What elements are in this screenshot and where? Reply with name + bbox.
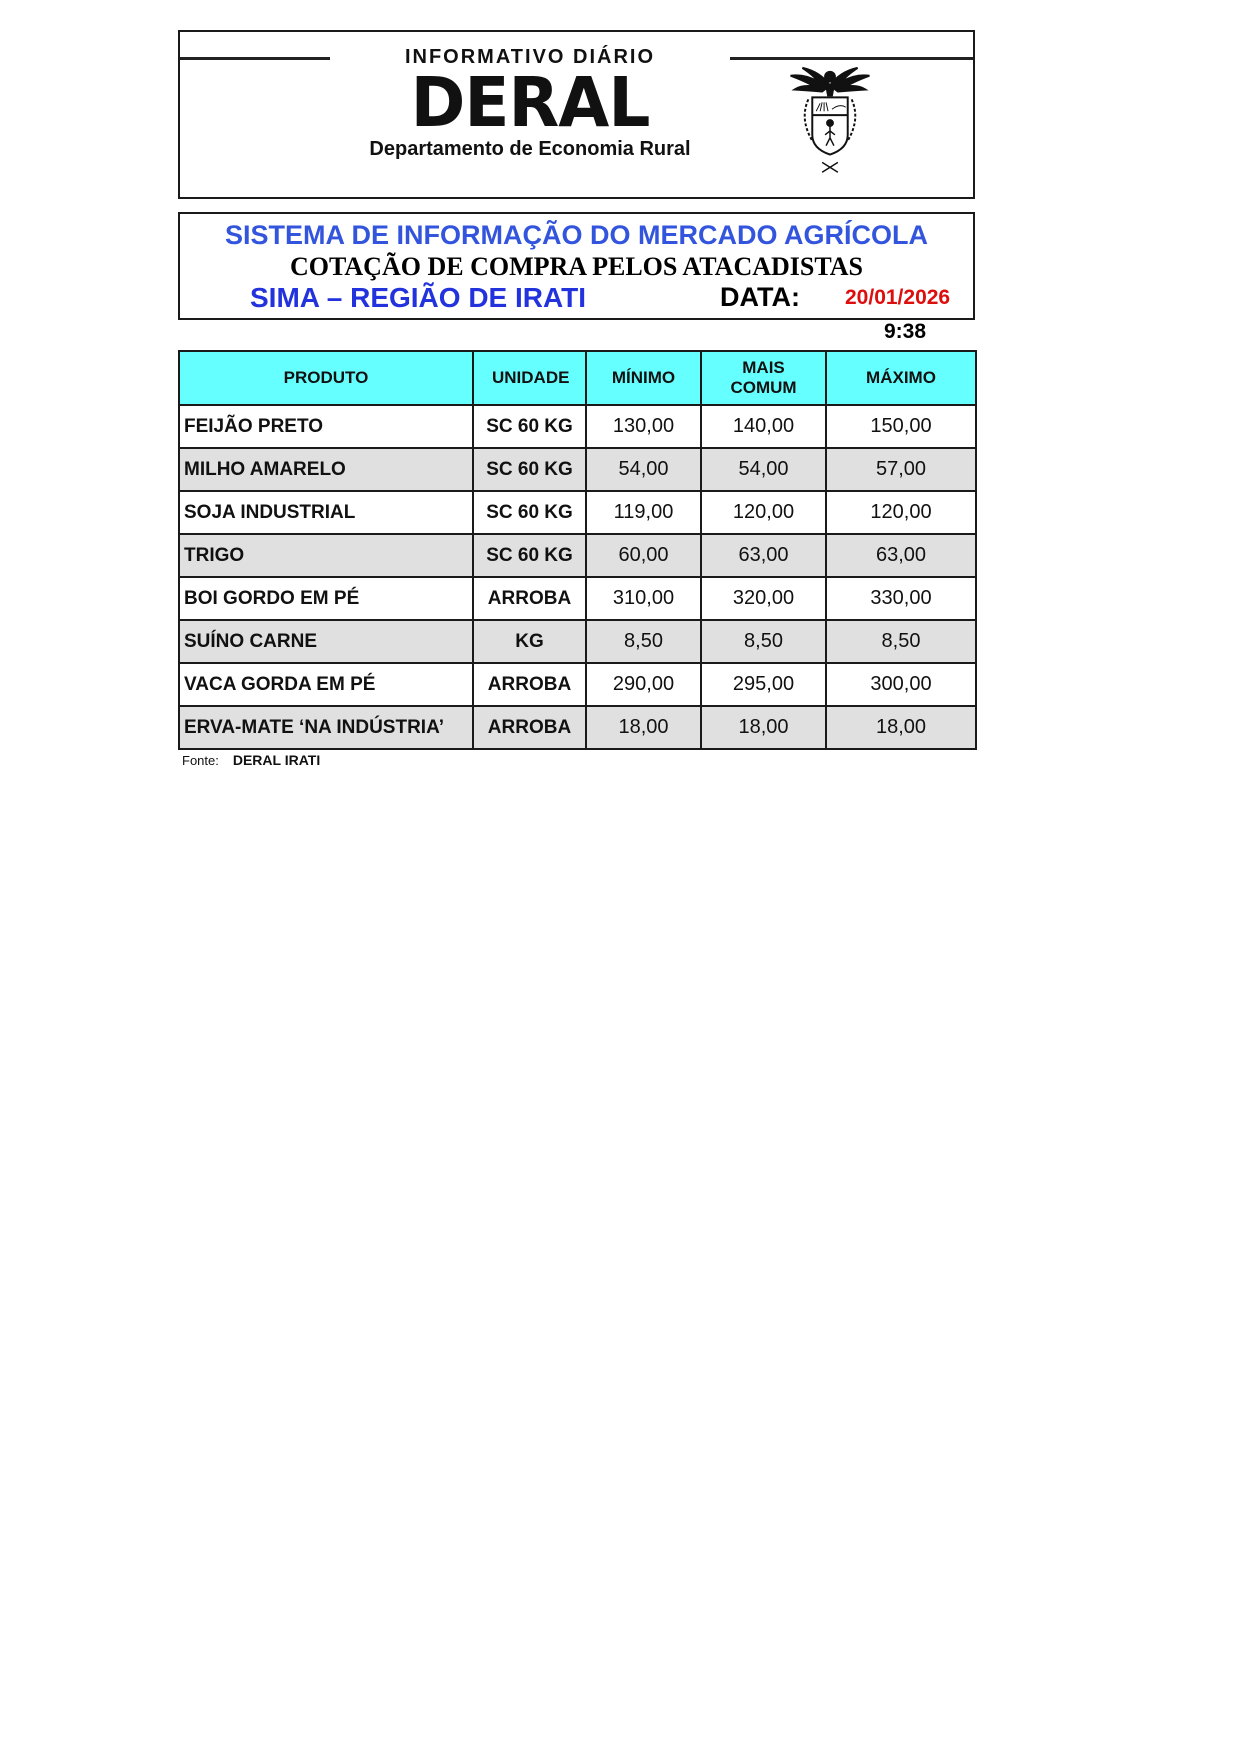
col-header-maximo: MÁXIMO bbox=[826, 351, 976, 405]
min-price-cell: 310,00 bbox=[586, 577, 701, 620]
common-price-cell: 18,00 bbox=[701, 706, 826, 749]
logo-tagline: INFORMATIVO DIÁRIO bbox=[404, 46, 656, 68]
unit-cell: SC 60 KG bbox=[473, 448, 586, 491]
max-price-cell: 120,00 bbox=[826, 491, 976, 534]
unit-cell: ARROBA bbox=[473, 706, 586, 749]
table-row bbox=[179, 448, 976, 491]
min-price-cell: 18,00 bbox=[586, 706, 701, 749]
common-price-cell: 295,00 bbox=[701, 663, 826, 706]
common-price-cell: 54,00 bbox=[701, 448, 826, 491]
product-cell: VACA GORDA EM PÉ bbox=[179, 663, 473, 706]
source-line bbox=[182, 752, 320, 768]
source-value: DERAL IRATI bbox=[232, 752, 321, 768]
logo-wordmark: DERAL bbox=[410, 62, 650, 143]
product-cell: FEIJÃO PRETO bbox=[179, 405, 473, 448]
product-cell: SOJA INDUSTRIAL bbox=[179, 491, 473, 534]
unit-cell: SC 60 KG bbox=[473, 405, 586, 448]
unit-cell: ARROBA bbox=[473, 577, 586, 620]
col-header-produto: PRODUTO bbox=[179, 351, 473, 405]
date-label: DATA: bbox=[720, 282, 800, 312]
max-price-cell: 63,00 bbox=[826, 534, 976, 577]
masthead-box bbox=[178, 30, 975, 199]
system-title: SISTEMA DE INFORMAÇÃO DO MERCADO AGRÍCOLA bbox=[225, 220, 928, 250]
source-label: Fonte: bbox=[182, 753, 219, 768]
max-price-cell: 150,00 bbox=[826, 405, 976, 448]
max-price-cell: 300,00 bbox=[826, 663, 976, 706]
min-price-cell: 54,00 bbox=[586, 448, 701, 491]
min-price-cell: 60,00 bbox=[586, 534, 701, 577]
min-price-cell: 130,00 bbox=[586, 405, 701, 448]
report-time: 9:38 bbox=[883, 320, 926, 343]
report-subtitle: COTAÇÃO DE COMPRA PELOS ATACADISTAS bbox=[289, 252, 864, 281]
min-price-cell: 8,50 bbox=[586, 620, 701, 663]
region-title: SIMA – REGIÃO DE IRATI bbox=[250, 282, 587, 313]
common-price-cell: 63,00 bbox=[701, 534, 826, 577]
max-price-cell: 18,00 bbox=[826, 706, 976, 749]
parana-coat-of-arms-icon bbox=[780, 60, 880, 188]
unit-cell: ARROBA bbox=[473, 663, 586, 706]
date-value: 20/01/2026 bbox=[845, 286, 951, 309]
common-price-cell: 120,00 bbox=[701, 491, 826, 534]
table-row bbox=[179, 620, 976, 663]
unit-cell: SC 60 KG bbox=[473, 491, 586, 534]
product-cell: SUÍNO CARNE bbox=[179, 620, 473, 663]
col-header-minimo: MÍNIMO bbox=[586, 351, 701, 405]
price-table bbox=[178, 350, 977, 750]
min-price-cell: 119,00 bbox=[586, 491, 701, 534]
common-price-cell: 140,00 bbox=[701, 405, 826, 448]
common-price-cell: 8,50 bbox=[701, 620, 826, 663]
table-row bbox=[179, 706, 976, 749]
max-price-cell: 8,50 bbox=[826, 620, 976, 663]
common-price-cell: 320,00 bbox=[701, 577, 826, 620]
product-cell: ERVA-MATE ‘NA INDÚSTRIA’ bbox=[179, 706, 473, 749]
col-header-mais-comum: MAIS COMUM bbox=[701, 351, 826, 405]
deral-logo bbox=[330, 46, 730, 160]
table-header-row bbox=[179, 351, 976, 405]
unit-cell: KG bbox=[473, 620, 586, 663]
unit-cell: SC 60 KG bbox=[473, 534, 586, 577]
table-row bbox=[179, 577, 976, 620]
max-price-cell: 57,00 bbox=[826, 448, 976, 491]
max-price-cell: 330,00 bbox=[826, 577, 976, 620]
table-row bbox=[179, 405, 976, 448]
table-row bbox=[179, 663, 976, 706]
product-cell: TRIGO bbox=[179, 534, 473, 577]
table-row bbox=[179, 534, 976, 577]
table-row bbox=[179, 491, 976, 534]
price-table-body bbox=[179, 405, 976, 749]
col-header-unidade: UNIDADE bbox=[473, 351, 586, 405]
logo-subtitle: Departamento de Economia Rural bbox=[369, 138, 691, 160]
title-box bbox=[178, 212, 975, 320]
product-cell: BOI GORDO EM PÉ bbox=[179, 577, 473, 620]
product-cell: MILHO AMARELO bbox=[179, 448, 473, 491]
min-price-cell: 290,00 bbox=[586, 663, 701, 706]
